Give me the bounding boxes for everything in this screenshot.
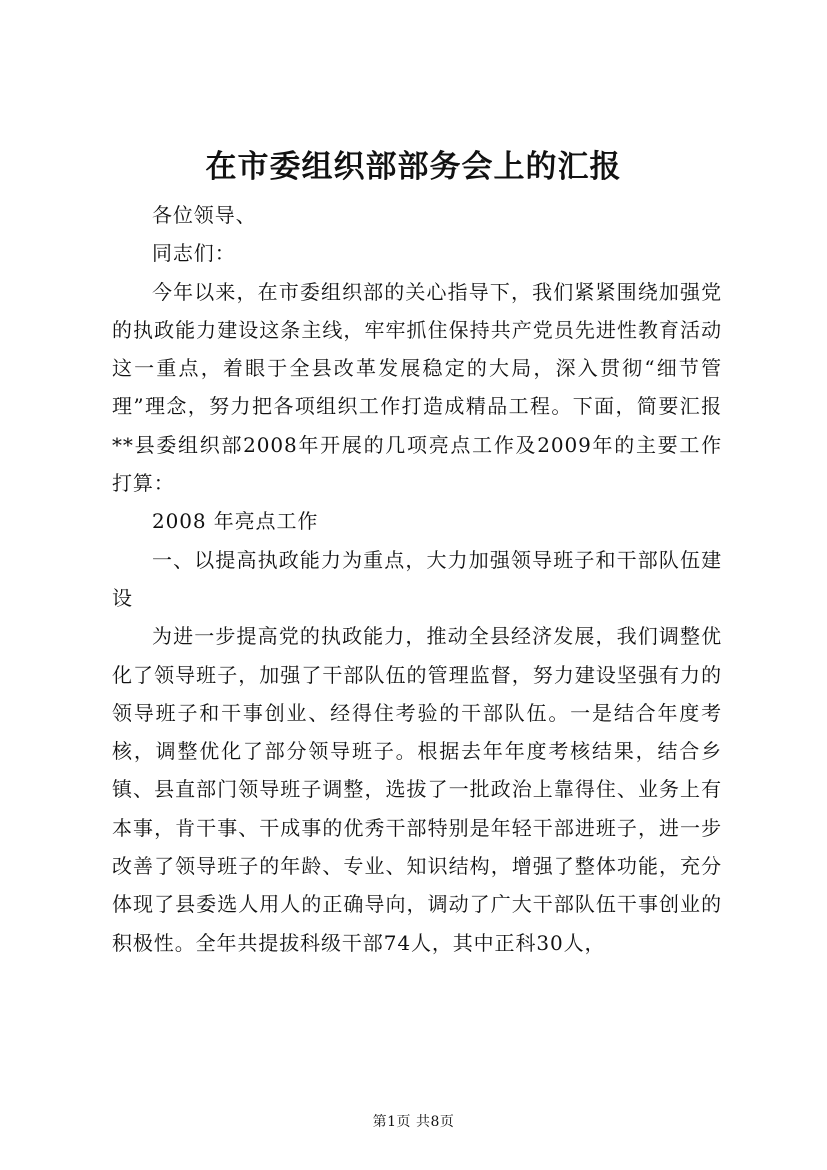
document-body xyxy=(112,196,722,962)
body-paragraph: 为进一步提高党的执政能力，推动全县经济发展，我们调整优化了领导班子，加强了干部队伍的管理监督，努力建设坚强有力的领导班子和干事创业、经得住考验的干部队伍。一是结合年度考核，调整优化了部分领导班子。根据去年年度考核结果，结合乡镇、县直部门领导班子调整，选拔了一批政治上靠得住、业务上有本事，肯干事、干成事的优秀干部特别是年轻干部进班子，进一步改善了领导班子的年龄、专业、知识结构，增强了整体功能，充分体现了县委选人用人的正确导向，调动了广大干部队伍干事创业的积极性。全年共提拔科级干部74人，其中正科30人， xyxy=(112,624,722,955)
document-title: 在市委组织部部务会上的汇报 xyxy=(205,149,622,185)
page-footer: 第1页 共8页 xyxy=(372,1114,455,1130)
subsection-heading: 一、以提高执政能力为重点，大力加强领导班子和干部队伍建设 xyxy=(112,547,722,610)
salutation-line-2: 同志们： xyxy=(152,241,236,266)
salutation-line-1: 各位领导、 xyxy=(152,203,257,227)
intro-paragraph: 今年以来，在市委组织部的关心指导下，我们紧紧围绕加强党的执政能力建设这条主线，牢牢抓住保持共产党员先进性教育活动这一重点，着眼于全县改革发展稳定的大局，深入贯彻“细节管理”理念，努力把各项组织工作打造成精品工程。下面，简要汇报**县委组织部2008年开展的几项亮点工作及2009年的主要工作打算： xyxy=(112,279,722,496)
section-heading: 2008 年亮点工作 xyxy=(152,509,319,534)
